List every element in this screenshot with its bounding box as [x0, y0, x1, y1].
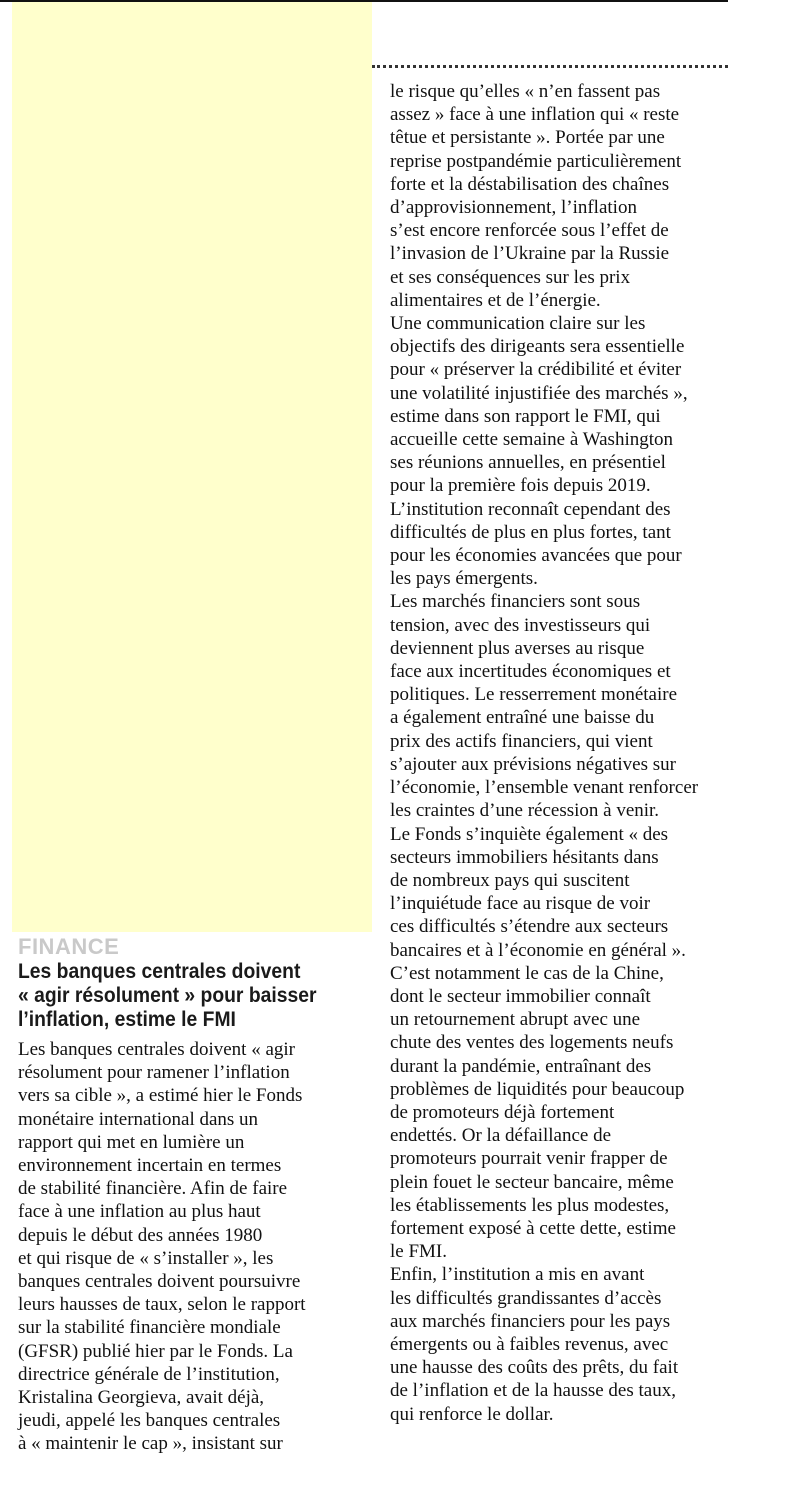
body-text-line: Les banques centrales doivent « agir: [18, 1039, 295, 1060]
body-text-line: d’approvisionnement, l’inflation: [390, 197, 637, 219]
article-body-right: [390, 80, 730, 1426]
body-text-line: vers sa cible », a estimé hier le Fonds: [18, 1085, 303, 1107]
body-text-line: Enfin, l’institution a mis en avant: [390, 1264, 645, 1286]
body-text-line: secteurs immobiliers hésitants dans: [390, 846, 659, 868]
body-text-line: accueille cette semaine à Washington: [390, 429, 673, 451]
body-text-line: de promoteurs déjà fortement: [390, 1101, 615, 1123]
headline-line: l’inflation, estime le FMI: [18, 1008, 236, 1031]
body-text-line: plein fouet le secteur bancaire, même: [390, 1171, 674, 1193]
article-headline: [18, 960, 354, 1032]
body-text-line: promoteurs pourrait venir frapper de: [390, 1148, 668, 1170]
body-text-line: face à une inflation au plus haut: [18, 1201, 261, 1223]
body-text-line: pour les économies avancées que pour: [390, 545, 682, 567]
body-text-line: de stabilité financière. Afin de faire: [18, 1178, 288, 1200]
body-text-line: pour la première fois depuis 2019.: [390, 475, 651, 497]
body-text-line: jeudi, appelé les banques centrales: [18, 1410, 281, 1432]
body-text-line: difficultés de plus en plus fortes, tant: [390, 521, 671, 543]
body-text-line: objectifs des dirigeants sera essentielle: [390, 336, 685, 358]
body-text-line: et qui risque de « s’installer », les: [18, 1247, 274, 1269]
article-right-column: [390, 80, 730, 1426]
body-text-line: deviennent plus averses au risque: [390, 637, 645, 659]
body-text-line: durant la pandémie, entraînant des: [390, 1055, 652, 1077]
body-text-line: depuis le début des années 1980: [18, 1224, 263, 1246]
body-text-line: les difficultés grandissantes d’accès: [390, 1287, 662, 1309]
body-text-line: résolument pour ramener l’inflation: [18, 1062, 290, 1084]
body-text-line: fortement exposé à cette dette, estime: [390, 1217, 676, 1239]
body-text-line: une volatilité injustifiée des marchés »,: [390, 382, 688, 404]
body-text-line: rapport qui met en lumière un: [18, 1131, 245, 1153]
body-text-line: les craintes d’une récession à venir.: [390, 800, 660, 822]
article-left-column: [18, 934, 356, 1456]
body-text-line: bancaires et à l’économie en général ».: [390, 939, 686, 961]
body-text-line: estime dans son rapport le FMI, qui: [390, 405, 661, 427]
article-category: FINANCE: [18, 934, 120, 959]
headline-line: « agir résolument » pour baisser: [18, 984, 317, 1007]
body-text-line: un retournement abrupt avec une: [390, 1009, 641, 1031]
body-text-line: Kristalina Georgieva, avait déjà,: [18, 1387, 265, 1409]
body-text-line: alimentaires et de l’énergie.: [390, 289, 601, 311]
body-text-line: leurs hausses de taux, selon le rapport: [18, 1294, 306, 1316]
body-text-line: qui renforce le dollar.: [390, 1403, 554, 1425]
highlight-block: [12, 2, 372, 932]
body-text-line: émergents ou à faibles revenus, avec: [390, 1333, 669, 1355]
body-text-line: endettés. Or la défaillance de: [390, 1125, 612, 1147]
body-text-line: l’économie, l’ensemble venant renforcer: [390, 777, 699, 799]
body-text-line: de nombreux pays qui suscitent: [390, 869, 630, 891]
body-text-line: forte et la déstabilisation des chaînes: [390, 173, 670, 195]
body-text-line: sur la stabilité financière mondiale: [18, 1317, 281, 1339]
body-text-line: s’ajouter aux prévisions négatives sur: [390, 753, 676, 775]
body-text-line: à « maintenir le cap », insistant sur: [18, 1433, 283, 1455]
body-text-line: l’inquiétude face au risque de voir: [390, 893, 651, 915]
body-text-line: tension, avec des investisseurs qui: [390, 614, 651, 636]
dotted-separator: [372, 65, 728, 68]
body-text-line: reprise postpandémie particulièrement: [390, 150, 682, 172]
body-text-line: Le Fonds s’inquiète également « des: [390, 823, 669, 845]
body-text-line: le risque qu’elles « n’en fassent pas: [390, 81, 661, 102]
body-text-line: pour « préserver la crédibilité et éviter: [390, 359, 682, 381]
body-text-line: assez » face à une inflation qui « reste: [390, 104, 680, 126]
body-text-line: face aux incertitudes économiques et: [390, 661, 671, 683]
body-text-line: s’est encore renforcée sous l’effet de: [390, 220, 669, 242]
body-text-line: prix des actifs financiers, qui vient: [390, 730, 653, 752]
body-text-line: banques centrales doivent poursuivre: [18, 1271, 301, 1293]
body-text-line: a également entraîné une baisse du: [390, 707, 655, 729]
body-text-line: monétaire international dans un: [18, 1108, 259, 1130]
body-text-line: les établissements les plus modestes,: [390, 1194, 670, 1216]
body-text-line: chute des ventes des logements neufs: [390, 1032, 674, 1054]
body-text-line: et ses conséquences sur les prix: [390, 266, 631, 288]
headline-line: Les banques centrales doivent: [18, 960, 301, 983]
body-text-line: ses réunions annuelles, en présentiel: [390, 452, 666, 474]
body-text-line: têtue et persistante ». Portée par une: [390, 127, 665, 149]
body-text-line: ces difficultés s’étendre aux secteurs: [390, 916, 669, 938]
body-text-line: les pays émergents.: [390, 568, 538, 590]
body-text-line: directrice générale de l’institution,: [18, 1363, 280, 1385]
body-text-line: C’est notamment le cas de la Chine,: [390, 962, 664, 984]
body-text-line: Les marchés financiers sont sous: [390, 591, 641, 613]
body-text-line: Une communication claire sur les: [390, 313, 646, 335]
body-text-line: le FMI.: [390, 1241, 447, 1263]
body-text-line: l’invasion de l’Ukraine par la Russie: [390, 243, 670, 265]
body-text-line: politiques. Le resserrement monétaire: [390, 684, 678, 706]
body-text-line: L’institution reconnaît cependant des: [390, 498, 671, 520]
body-text-line: une hausse des coûts des prêts, du fait: [390, 1357, 679, 1379]
body-text-line: de l’inflation et de la hausse des taux,: [390, 1380, 676, 1402]
body-text-line: aux marchés financiers pour les pays: [390, 1310, 671, 1332]
body-text-line: environnement incertain en termes: [18, 1155, 282, 1177]
body-text-line: dont le secteur immobilier connaît: [390, 985, 651, 1007]
body-text-line: (GFSR) publié hier par le Fonds. La: [18, 1340, 293, 1362]
body-text-line: problèmes de liquidités pour beaucoup: [390, 1078, 685, 1100]
article-body-left: [18, 1038, 356, 1456]
